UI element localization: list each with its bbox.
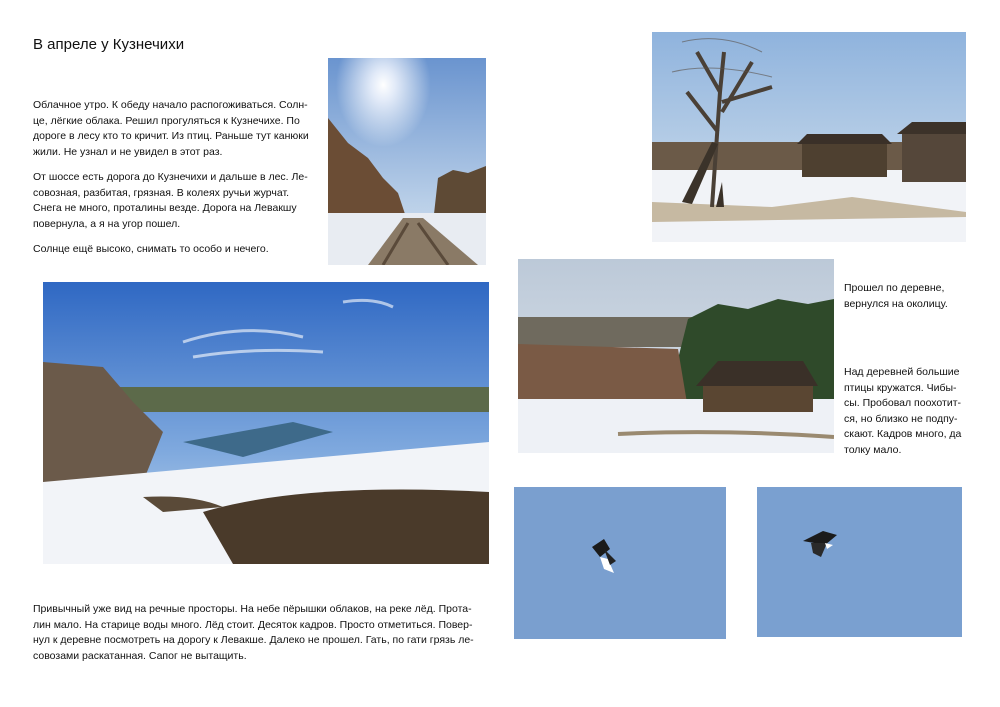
paragraph-lapwings: Над деревней большие птицы кружатся. Чибы- сы. Пробовал поохотит- ся, но близко не подпу- скают. Кадров много, да толку мало. <box>844 366 962 456</box>
paragraph-road: От шоссе есть дорога до Кузнечихи и дальше в лес. Ле- совозная, разбитая, грязная. В колеях ручьи журчат. Снега не много, проталины везде. Дорога на Левакшу повернула, а я на угор пошел. <box>33 171 308 230</box>
photo-sun-road <box>328 58 486 265</box>
photo-river-panorama <box>43 282 489 564</box>
page-title: В апреле у Кузнечихи <box>33 36 185 53</box>
photo-lapwing-2 <box>757 487 962 637</box>
paragraph-morning: Облачное утро. К обеду начало распогоживаться. Солн- це, лёгкие облака. Решил прогуляться к Кузнечихе. По дороге в лесу кто то кричит. Из птиц. Раньше тут канюки жили. Не узнал и не увидел в этот раз. <box>33 99 309 158</box>
photo-log-house <box>518 259 834 453</box>
photo-lapwing-1 <box>514 487 726 639</box>
paragraph-river: Привычный уже вид на речные просторы. На небе пёрышки облаков, на реке лёд. Прота- лин мало. На старице воды много. Лёд стоит. Десяток кадров. Просто отметиться. Повер- нул к деревне посмотреть на дорогу к Левакше. Далеко не прошел. Гать, по гати грязь ле- совозами раскатанная. Сапог не вытащить. <box>33 603 474 662</box>
paragraph-sun: Солнце ещё высоко, снимать то особо и нечего. <box>33 243 269 255</box>
paragraph-village: Прошел по деревне, вернулся на околицу. <box>844 282 948 310</box>
photo-birch-houses <box>652 32 966 242</box>
